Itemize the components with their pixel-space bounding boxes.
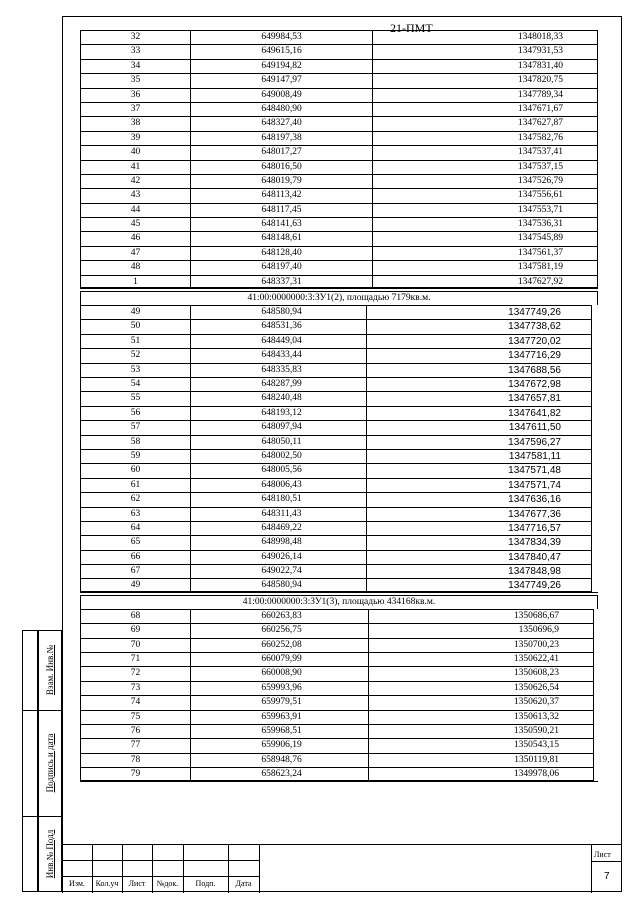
cell-point-number: 33 [80,44,190,58]
cell-point-number: 57 [80,420,190,434]
cell-x: 648335,83 [190,363,372,377]
cell-y [372,260,598,274]
table-row [80,305,598,319]
cell-point-number: 42 [80,174,190,188]
cell-point-number: 58 [80,435,190,449]
cell-y-value: 1347537,41 [517,147,563,158]
cell-y-value: 1347749,26 [508,580,561,592]
cell-y [372,174,598,188]
cell-y-value: 1350700,23 [513,639,559,650]
table-row [80,521,598,535]
cell-point-number: 36 [80,88,190,102]
table-row [80,275,598,289]
table-section [80,30,598,289]
cell-point-number: 44 [80,203,190,217]
cell-point-number: 65 [80,535,190,549]
cell-y-value: 1347931,53 [517,46,563,57]
cell-y [368,724,594,738]
table-row [80,363,598,377]
cell-y [366,463,592,477]
cell-point-number: 62 [80,492,190,506]
cell-y [368,623,594,637]
table-row [80,420,598,434]
cell-y-value: 1347581,11 [508,450,561,462]
cell-y-value: 1347581,19 [517,262,563,273]
table-row [80,681,598,695]
cell-x: 649194,82 [190,59,372,73]
cell-y-value: 1347571,48 [508,465,561,477]
cell-x: 660079,99 [190,652,372,666]
cell-y [368,710,594,724]
cell-x: 648240,48 [190,391,372,405]
cell-y [366,535,592,549]
cell-y-value: 1350622,41 [513,654,559,665]
table-row [80,174,598,188]
cell-x: 648113,42 [190,188,372,202]
cell-point-number: 49 [80,305,190,319]
cell-y [366,377,592,391]
cell-point-number: 43 [80,188,190,202]
cell-y [372,88,598,102]
cell-y-value: 1347738,62 [508,321,561,333]
table-row [80,507,598,521]
cell-x: 648998,48 [190,535,372,549]
cell-y [372,217,598,231]
cell-y [368,681,594,695]
cell-y-value: 1347677,36 [508,508,561,520]
table-row [80,231,598,245]
table-row [80,260,598,274]
table-row [80,348,598,362]
stamp-label-kolych: Кол.уч [95,879,119,888]
cell-x: 648311,43 [190,507,372,521]
cell-x: 648005,56 [190,463,372,477]
cell-y-value: 1347834,39 [508,537,561,549]
stamp-label-list: Лист [128,879,146,888]
stamp-label-ndok: №док. [156,879,179,888]
cell-y [372,231,598,245]
table-row [80,695,598,709]
cell-point-number: 55 [80,391,190,405]
cell-y-value: 1347561,37 [517,247,563,258]
cell-y [368,767,594,780]
cell-y-value: 1350626,54 [513,682,559,693]
cell-point-number: 35 [80,73,190,87]
cell-y-value: 1347536,31 [517,219,563,230]
cell-x: 659979,51 [190,695,372,709]
cell-point-number: 69 [80,623,190,637]
cell-y [368,695,594,709]
side-label-inv: Инв.№ Подл [45,829,55,879]
cell-y [372,160,598,174]
cell-y-value: 1350608,23 [513,668,559,679]
cell-x: 660263,83 [190,609,372,623]
document-code: 21-ПМТ [390,21,433,35]
cell-x: 648148,61 [190,231,372,245]
side-stamp [22,630,62,892]
cell-point-number: 45 [80,217,190,231]
table-row [80,203,598,217]
table-row [80,406,598,420]
cell-y-value: 1350590,21 [513,725,559,736]
cell-point-number: 46 [80,231,190,245]
section-header: 41:00:0000000:3:ЗУ1(2), площадью 7179кв.м. [80,291,598,305]
cell-point-number: 67 [80,564,190,578]
title-block [62,844,622,892]
table-row [80,73,598,87]
cell-y-value: 1347627,92 [517,276,563,287]
cell-y-value: 1347749,26 [508,307,561,319]
cell-y [366,334,592,348]
cell-y-value: 1347672,98 [508,378,561,390]
cell-point-number: 54 [80,377,190,391]
cell-point-number: 51 [80,334,190,348]
table-row [80,535,598,549]
cell-y-value: 1347556,61 [517,190,563,201]
side-label-podpis: Подпись и дата [45,733,55,793]
cell-y-value: 1347545,89 [517,233,563,244]
sheet-label: Лист [594,850,611,859]
cell-y [366,578,592,591]
table-row [80,463,598,477]
cell-y-value: 1347582,76 [517,132,563,143]
cell-point-number: 40 [80,145,190,159]
cell-x: 649147,97 [190,73,372,87]
cell-x: 648002,50 [190,449,372,463]
cell-x: 648449,04 [190,334,372,348]
cell-y-value: 1347636,16 [508,494,561,506]
cell-point-number: 48 [80,260,190,274]
table-row [80,59,598,73]
table-row [80,188,598,202]
cell-point-number: 47 [80,246,190,260]
cell-y-value: 1347641,82 [508,407,561,419]
table-row [80,102,598,116]
cell-point-number: 66 [80,550,190,564]
cell-x: 659993,96 [190,681,372,695]
cell-y [366,406,592,420]
table-row [80,88,598,102]
table-row [80,145,598,159]
cell-point-number: 79 [80,767,190,780]
cell-point-number: 49 [80,578,190,591]
cell-point-number: 70 [80,638,190,652]
cell-y-value: 1350119,81 [514,754,559,765]
cell-x: 648006,43 [190,478,372,492]
cell-y [372,73,598,87]
cell-y-value: 1347720,02 [508,335,561,347]
table-row [80,44,598,58]
cell-point-number: 76 [80,724,190,738]
cell-point-number: 68 [80,609,190,623]
cell-y [366,435,592,449]
table-row [80,609,598,623]
table-row [80,753,598,767]
cell-x: 649022,74 [190,564,372,578]
cell-y [366,363,592,377]
cell-y-value: 1347840,47 [508,551,561,563]
cell-point-number: 53 [80,363,190,377]
cell-x: 648097,94 [190,420,372,434]
section-header: 41:00:0000000:3:ЗУ1(3), площадью 434168кв.м. [80,595,598,609]
cell-x: 648050,11 [190,435,372,449]
table-row [80,478,598,492]
cell-y-value: 1350686,67 [513,610,559,621]
cell-x: 648141,63 [190,217,372,231]
cell-y [372,59,598,73]
cell-y-value: 1347537,15 [517,161,563,172]
cell-y [366,507,592,521]
cell-x: 649026,14 [190,550,372,564]
table-row [80,217,598,231]
cell-point-number: 50 [80,319,190,333]
cell-y [366,564,592,578]
cell-x: 648193,12 [190,406,372,420]
cell-y-value: 1347596,27 [508,436,561,448]
cell-point-number: 56 [80,406,190,420]
table-row [80,724,598,738]
cell-y-value: 1347571,74 [508,479,561,491]
cell-y [366,420,592,434]
cell-x: 648580,94 [190,578,372,591]
cell-y-value: 1350613,32 [513,711,559,722]
cell-y-value: 1347716,29 [508,350,561,362]
cell-point-number: 37 [80,102,190,116]
side-label-vzam: Взам. Инв.№ [45,644,55,696]
cell-y [372,102,598,116]
cell-point-number: 64 [80,521,190,535]
cell-point-number: 60 [80,463,190,477]
cell-x: 660252,08 [190,638,372,652]
cell-point-number: 73 [80,681,190,695]
table-row [80,246,598,260]
table-row [80,377,598,391]
stamp-label-data: Дата [235,879,252,888]
table-section [80,291,598,593]
cell-y [368,753,594,767]
cell-y-value: 1347831,40 [517,60,563,71]
cell-x: 648117,45 [190,203,372,217]
cell-y-value: 1347848,98 [508,566,561,578]
cell-y [372,44,598,58]
cell-y [368,638,594,652]
table-row [80,564,598,578]
cell-y [366,449,592,463]
cell-y-value: 1349978,06 [513,769,559,780]
cell-x: 648580,94 [190,305,372,319]
cell-point-number: 77 [80,738,190,752]
cell-point-number: 75 [80,710,190,724]
cell-y-value: 1347611,50 [508,422,561,434]
cell-point-number: 32 [80,30,190,44]
cell-y [372,203,598,217]
cell-y-value: 1347526,79 [517,175,563,186]
cell-x: 649615,16 [190,44,372,58]
cell-y-value: 1347657,81 [508,393,561,405]
cell-y-value: 1347553,71 [517,204,563,215]
cell-y [372,246,598,260]
cell-x: 648433,44 [190,348,372,362]
cell-x: 660008,90 [190,666,372,680]
cell-y-value: 1347820,75 [517,75,563,86]
cell-x: 648180,51 [190,492,372,506]
cell-x: 659968,51 [190,724,372,738]
cell-point-number: 61 [80,478,190,492]
stamp-label-izm: Изм. [69,879,85,888]
table-row [80,131,598,145]
table-row [80,638,598,652]
cell-x: 648128,40 [190,246,372,260]
cell-y-value: 1347688,56 [508,364,561,376]
cell-x: 648480,90 [190,102,372,116]
table-row [80,334,598,348]
cell-y [368,666,594,680]
table-row [80,160,598,174]
cell-y [372,116,598,130]
table-row [80,435,598,449]
cell-x: 648016,50 [190,160,372,174]
cell-y [366,492,592,506]
cell-point-number: 59 [80,449,190,463]
cell-x: 659963,91 [190,710,372,724]
cell-y [368,609,594,623]
cell-y-value: 1350543,15 [513,740,559,751]
table-row [80,710,598,724]
cell-point-number: 34 [80,59,190,73]
cell-y [366,391,592,405]
cell-x: 658623,24 [190,767,372,780]
table-row [80,666,598,680]
table-row [80,492,598,506]
coordinates-table [80,30,598,782]
cell-x: 649984,53 [190,30,372,44]
table-row [80,319,598,333]
cell-point-number: 74 [80,695,190,709]
cell-x: 648337,31 [190,275,372,288]
stamp-label-podp: Подп. [195,879,216,888]
cell-y [366,550,592,564]
cell-y [372,275,598,288]
cell-x: 648197,38 [190,131,372,145]
cell-point-number: 41 [80,160,190,174]
cell-y [368,738,594,752]
cell-point-number: 52 [80,348,190,362]
table-row [80,30,598,44]
cell-y-value: 1347716,57 [508,522,561,534]
cell-x: 648197,40 [190,260,372,274]
table-row [80,738,598,752]
cell-y [372,188,598,202]
cell-y-value: 1347789,34 [517,89,563,100]
table-row [80,391,598,405]
table-row [80,550,598,564]
sheet-number: 7 [604,871,610,882]
cell-x: 648531,36 [190,319,372,333]
cell-x: 648469,22 [190,521,372,535]
cell-y [366,319,592,333]
cell-x: 659906,19 [190,738,372,752]
cell-x: 660256,75 [190,623,372,637]
cell-x: 648327,40 [190,116,372,130]
table-section [80,595,598,782]
cell-y [368,652,594,666]
cell-y [366,478,592,492]
cell-y-value: 1347671,67 [517,103,563,114]
cell-y [366,521,592,535]
table-row [80,652,598,666]
cell-point-number: 1 [80,275,190,288]
cell-y-value: 1350620,37 [513,697,559,708]
cell-y [372,145,598,159]
cell-point-number: 71 [80,652,190,666]
cell-x: 648287,99 [190,377,372,391]
table-row [80,116,598,130]
cell-y-value: 1350696,9 [518,625,559,636]
cell-point-number: 39 [80,131,190,145]
cell-point-number: 78 [80,753,190,767]
table-row [80,449,598,463]
cell-x: 649008,49 [190,88,372,102]
table-row [80,623,598,637]
cell-y [372,131,598,145]
table-row [80,578,598,592]
cell-point-number: 72 [80,666,190,680]
cell-y [366,305,592,319]
cell-x: 658948,76 [190,753,372,767]
cell-y [366,348,592,362]
cell-point-number: 38 [80,116,190,130]
table-row [80,767,598,781]
cell-point-number: 63 [80,507,190,521]
cell-y-value: 1347627,87 [517,118,563,129]
cell-x: 648019,79 [190,174,372,188]
cell-x: 648017,27 [190,145,372,159]
cell-y-value: 1348018,33 [517,32,563,42]
